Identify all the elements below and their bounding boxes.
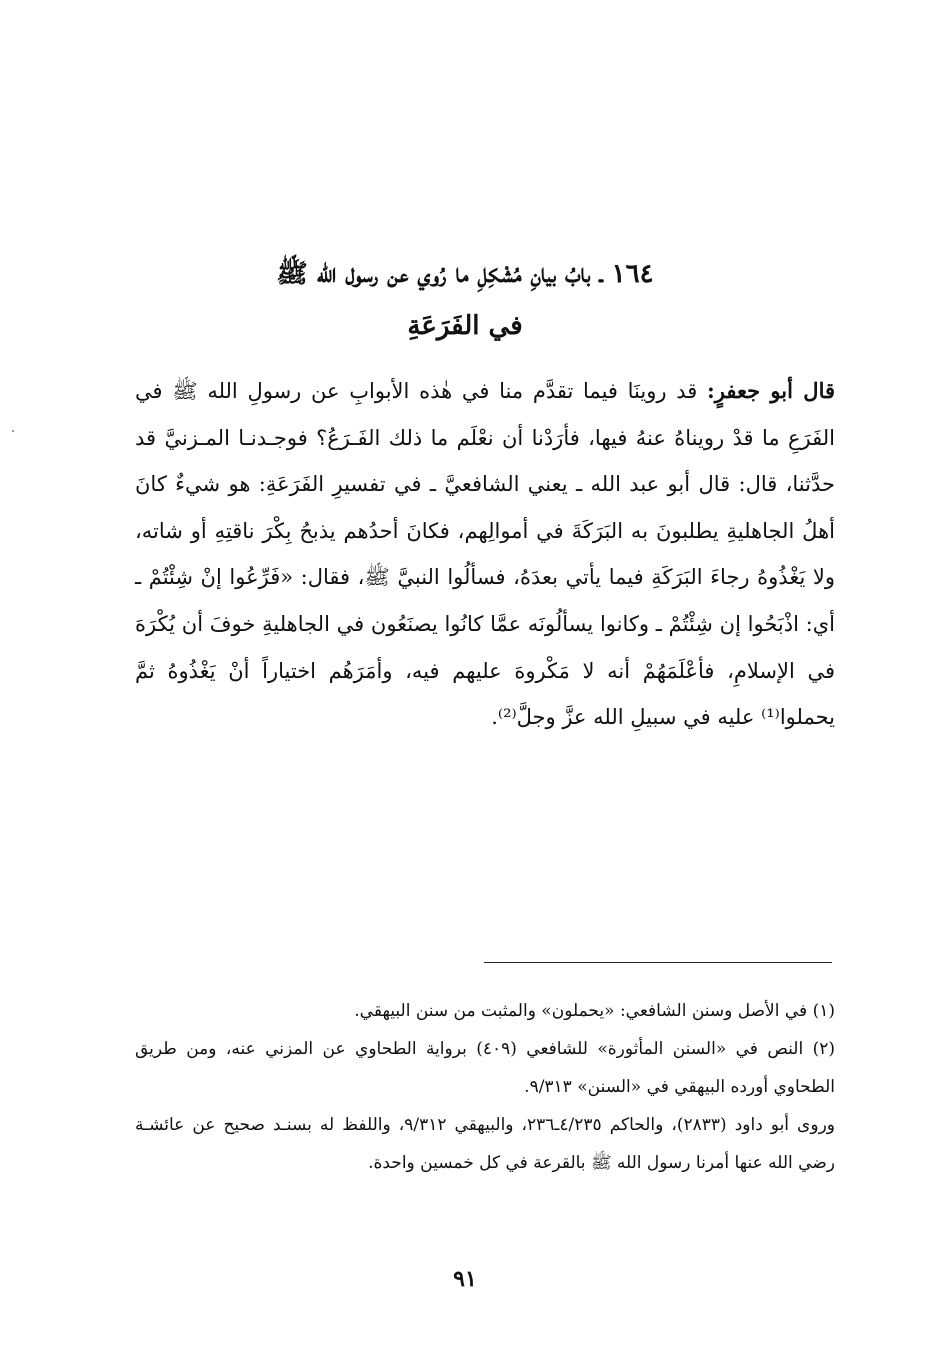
paragraph-text: قد روينَا فيما تقدَّم منا في هٰذه الأبوابِ عن رسولِ الله ﷺ في الفَرَعِ ما قدْ رويناهُ عنهُ فيها، فأرَدْنا أن نعْلَم ما ذلك الفَـرَعُ؟ فوجـدنـا المـزنيَّ قد حدَّثنا، قال: قال أبو عبد الله ـ يعني الشافعيَّ ـ في تفسيرِ الفَرَعَةِ: هو شيءٌ كانَ أهلُ الجاهليةِ يطلبونَ به البَرَكَةَ في أموالِهم، فكانَ أحدُهم يذبحُ بِكْرَ ناقتِهِ أو شاته، ولا يَغْذُوهُ رجاءَ البَرَكَةِ فيما يأتي بعدَهُ، فسألُوا النبيَّ ﷺ، فقال: «فَرِّعُوا إنْ شِئْتُمْ ـ أي: اذْبَحُوا إن شِئْتُمْ ـ وكانوا يسألُونَه عمَّا كانُوا يصنَعُون في الجاهليةِ خوفَ أن يُكْرَهَ في الإسلامِ، فأعْلَمَهُمْ أنه لا مَكْروهَ عليهم فيه، وأمَرَهُم اختياراً أنْ يَغْذُوهُ ثمَّ يحملوا⁽¹⁾ عليه في سبيلِ الله عزَّ وجلَّ⁽²⁾. (135, 379, 835, 730)
footnote-divider (484, 962, 832, 963)
chapter-title-line-2: في الفَرَعَةِ (407, 311, 523, 341)
page-number: ٩١ (453, 1266, 477, 1292)
speaker-name: قال أبو جعفرٍ: (707, 378, 836, 403)
footnotes (135, 992, 835, 1182)
body-paragraph (135, 368, 835, 741)
footnote-2: (٢) النص في «السنن المأثورة» للشافعي (٤٠٩) برواية الطحاوي عن المزني عنه، ومن طريق الطحاوي أورده البيهقي في «السنن» ٩/٣١٣. (135, 1039, 835, 1097)
footnote-2-continuation: وروى أبو داود (٢٨٣٣)، والحاكم ٤/٢٣٥ـ٢٣٦، والبيهقي ٩/٣١٢، واللفظ له بسنـد صحيح عن عائشـة رضي الله عنها أمرنا رسول الله ﷺ بالقرعة في كل خمسين واحدة. (135, 1115, 835, 1173)
footnote-1: (١) في الأصل وسنن الشافعي: «يحملون» والمثبت من سنن البيهقي. (354, 1001, 835, 1021)
margin-speck (12, 430, 14, 432)
chapter-title-line-1: ١٦٤ ـ بابُ بيانِ مُشْكِلِ ما رُوي عن رسول الله ﷺ (276, 259, 654, 289)
chapter-title (120, 248, 810, 352)
